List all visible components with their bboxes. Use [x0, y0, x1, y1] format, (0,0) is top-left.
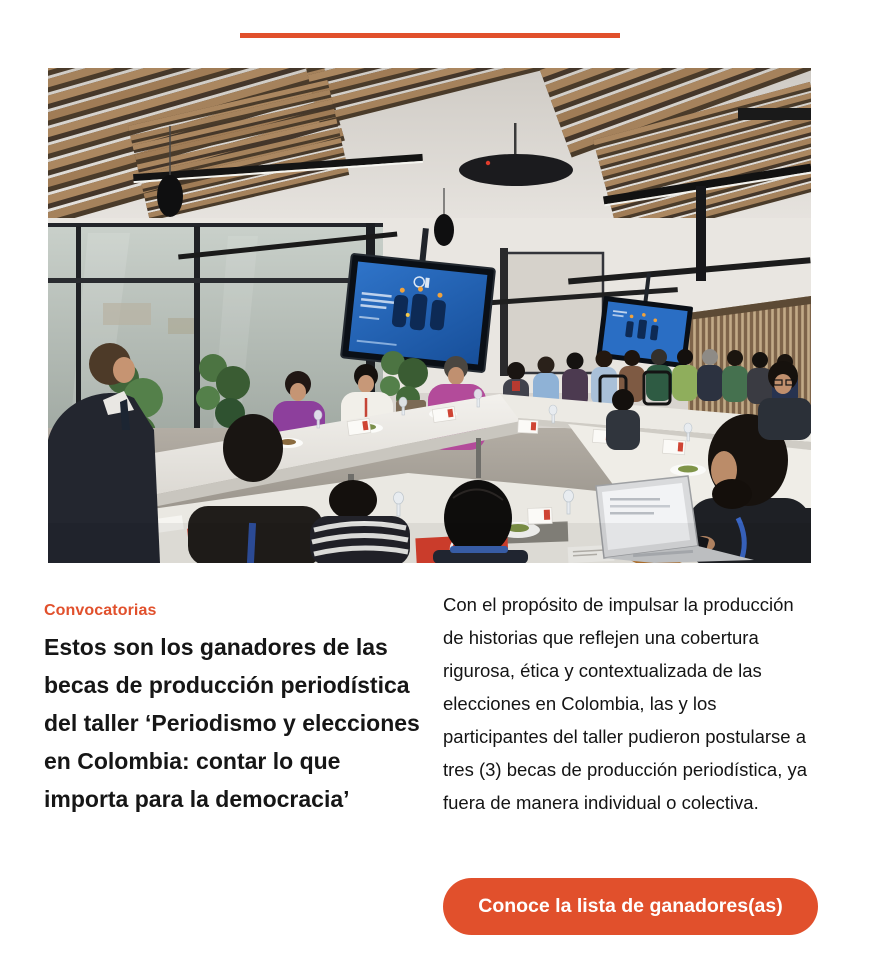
- hero-photo: [48, 68, 811, 563]
- section-divider: [240, 33, 620, 38]
- article-title: Estos son los ganadores de las becas de producción periodística del taller ‘Periodismo y elecciones en Colombia: contar lo que importa para la democracia’: [44, 634, 420, 812]
- workshop-room-illustration: [48, 68, 811, 563]
- cta-button[interactable]: Conoce la lista de ganadores(as): [443, 878, 818, 935]
- article-body: Con el propósito de impulsar la producción de historias que reflejen una cobertura rigurosa, ética y contextualizada de las elecciones en Colombia, las y los participantes del taller pudieron postularse a tres (3) becas de producción periodística, ya fuera de manera individual o colectiva.: [443, 594, 808, 813]
- category-label: Convocatorias: [44, 602, 157, 619]
